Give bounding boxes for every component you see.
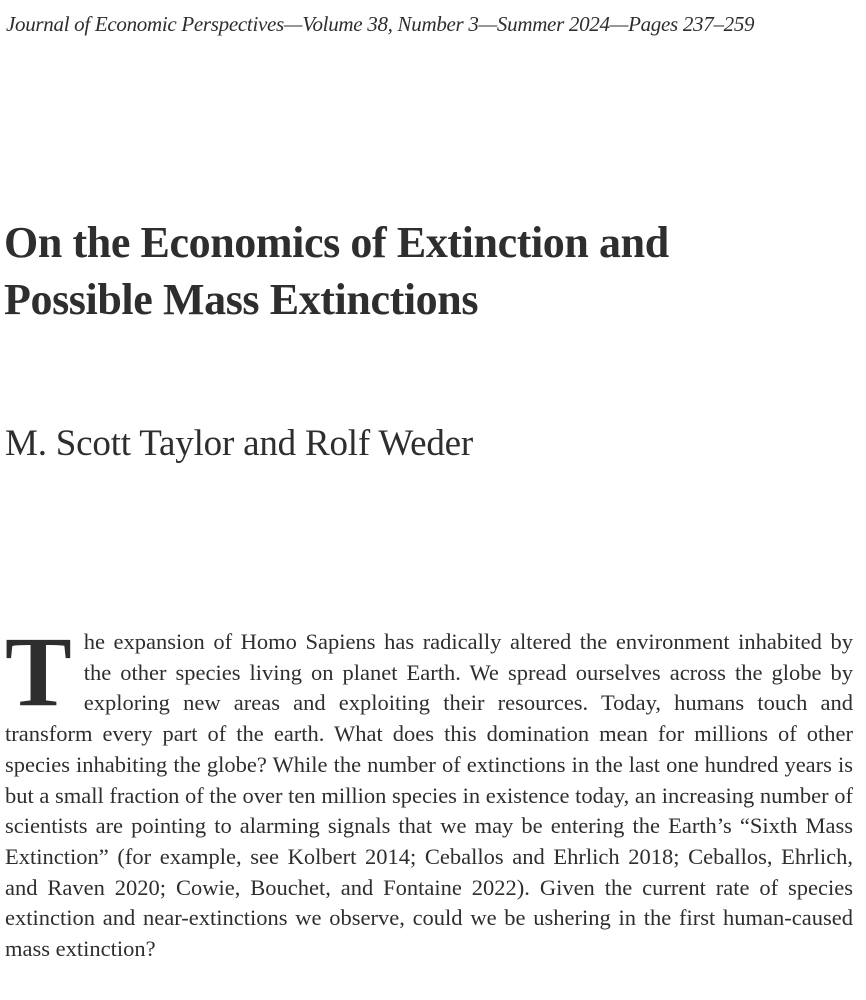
title-line-2: Possible Mass Extinctions [4, 275, 479, 324]
paragraph-text: he expansion of Homo Sapiens has radically altered the environment inhabited by the other species living on planet Earth. We spread ourselves across the globe by exploring new areas and exploiting their resources. Today, humans touch and transform every part of the earth. What does this domination mean for millions of other species inhabiting the globe? While the number of extinctions in the last one hundred years is but a small fraction of the over ten million species in existence today, an increasing number of scientists are pointing to alarming signals that we may be entering the Earth’s “Sixth Mass Extinction” (for example, see Kolbert 2014; Ceballos and Ehrlich 2018; Ceballos, Ehrlich, and Raven 2020; Cowie, Bouchet, and Fontaine 2022). Given the current rate of species extinction and near-extinctions we observe, could we be ushering in the first human-caused mass extinction? [5, 629, 853, 962]
opening-paragraph [5, 616, 853, 965]
article-title [4, 214, 854, 328]
authors: M. Scott Taylor and Rolf Weder [5, 423, 473, 464]
title-line-1: On the Economics of Extinction and [4, 218, 669, 267]
running-head: Journal of Economic Perspectives—Volume 38, Number 3—Summer 2024—Pages 237–259 [6, 12, 755, 36]
drop-cap: T [5, 616, 72, 727]
